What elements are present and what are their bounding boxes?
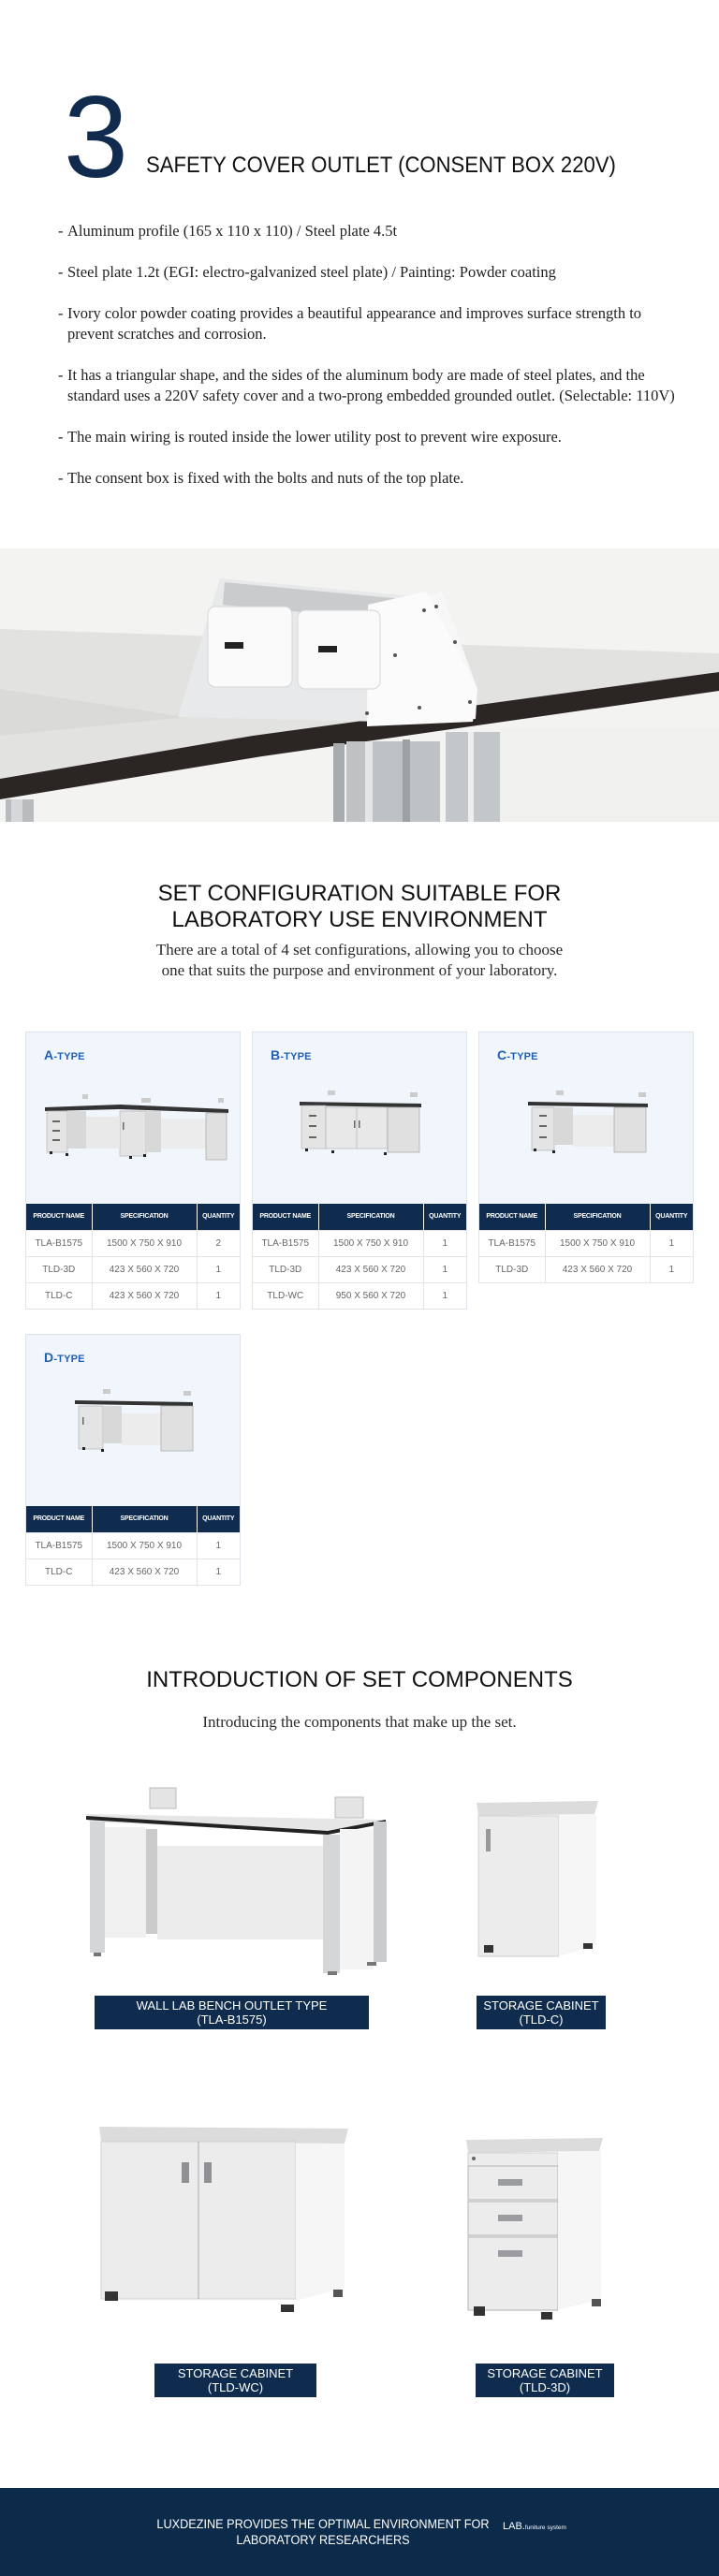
components-lead: Introducing the components that make up the set. — [202, 1713, 517, 1731]
set-table: PRODUCT NAME SPECIFICATION QUANTITY TLA-B1575 1500 X 750 X 910 1 TLD-C 423 X 560 X 720 1 — [26, 1506, 240, 1585]
table-row: TLD-C 423 X 560 X 720 1 — [26, 1559, 240, 1585]
footer-brand-logo: LAB.funiture system — [503, 2521, 566, 2532]
table-row: TLA-B1575 1500 X 750 X 910 1 — [26, 1532, 240, 1559]
component-label-tld-wc: STORAGE CABINET (TLD-WC) — [154, 2364, 316, 2397]
set-config-lead-line2: one that suits the purpose and environment of your laboratory. — [161, 961, 558, 979]
set-config-title-line2: LABORATORY USE ENVIRONMENT — [171, 907, 548, 932]
feature-list — [58, 221, 676, 509]
component-label-bench: WALL LAB BENCH OUTLET TYPE (TLA-B1575) — [95, 1996, 369, 2029]
type-label: D-TYPE — [44, 1350, 85, 1365]
feature-item: - The consent box is fixed with the bolts and nuts of the top plate. — [58, 469, 464, 487]
set-table: PRODUCT NAME SPECIFICATION QUANTITY TLA-B1575 1500 X 750 X 910 1 TLD-3D 423 X 560 X 720 1 TLD-WC 950 X 560 X 720 1 — [253, 1204, 466, 1309]
table-row: TLD-C 423 X 560 X 720 1 — [26, 1282, 240, 1309]
type-label: A-TYPE — [44, 1047, 85, 1062]
consent-box-photo — [0, 549, 719, 822]
set-image — [26, 1335, 240, 1506]
feature-item: - It has a triangular shape, and the sides of the aluminum body are made of steel plates, and the standard uses a 220V safety cover and a two-prong embedded grounded outlet. (Selectable: 110V) — [58, 366, 675, 404]
feature-item: - The main wiring is routed inside the lower utility post to prevent wire exposure. — [58, 428, 562, 446]
set-image — [253, 1032, 466, 1204]
feature-item: - Steel plate 1.2t (EGI: electro-galvanized steel plate) / Painting: Powder coating — [58, 263, 556, 281]
component-label-tld-3d: STORAGE CABINET (TLD-3D) — [476, 2364, 614, 2397]
component-label-tld-c: STORAGE CABINET (TLD-C) — [477, 1996, 606, 2029]
table-row: TLA-B1575 1500 X 750 X 910 1 — [479, 1230, 693, 1256]
set-image — [479, 1032, 693, 1204]
table-row: TLD-WC 950 X 560 X 720 1 — [253, 1282, 466, 1309]
feature-item: - Ivory color powder coating provides a beautiful appearance and improves surface strength to prevent scratches and corrosion. — [58, 304, 642, 343]
set-card-b-type — [252, 1032, 467, 1310]
table-row: TLA-B1575 1500 X 750 X 910 2 — [26, 1230, 240, 1256]
set-table: PRODUCT NAME SPECIFICATION QUANTITY TLA-B1575 1500 X 750 X 910 1 TLD-3D 423 X 560 X 720 1 — [479, 1204, 693, 1282]
table-row: TLD-3D 423 X 560 X 720 1 — [26, 1256, 240, 1282]
type-label: C-TYPE — [497, 1047, 538, 1062]
set-config-lead-line1: There are a total of 4 set configurations, allowing you to choose — [155, 941, 564, 959]
set-image — [26, 1032, 240, 1204]
table-row: TLA-B1575 1500 X 750 X 910 1 — [253, 1230, 466, 1256]
footer-tagline: LUXDEZINE PROVIDES THE OPTIMAL ENVIRONMENT FOR LABORATORY RESEARCHERS — [156, 2517, 490, 2547]
type-label: B-TYPE — [271, 1047, 312, 1062]
set-table: PRODUCT NAME SPECIFICATION QUANTITY TLA-B1575 1500 X 750 X 910 2 TLD-3D 423 X 560 X 720 1 TLD-C 423 X 560 X 720 1 — [26, 1204, 240, 1309]
set-card-a-type — [25, 1032, 241, 1310]
storage-cabinet-3d-illustration — [461, 2125, 620, 2321]
storage-cabinet-wc-illustration — [94, 2117, 365, 2323]
section-number: 3 — [64, 73, 126, 202]
section-title: SAFETY COVER OUTLET (CONSENT BOX 220V) — [146, 153, 616, 178]
set-card-d-type — [25, 1334, 241, 1586]
storage-cabinet-c-illustration — [473, 1790, 613, 1958]
table-row: TLD-3D 423 X 560 X 720 1 — [479, 1256, 693, 1282]
set-config-title-line1: SET CONFIGURATION SUITABLE FOR — [157, 881, 562, 906]
set-card-c-type — [478, 1032, 694, 1283]
consent-box-illustration — [0, 549, 719, 822]
table-row: TLD-3D 423 X 560 X 720 1 — [253, 1256, 466, 1282]
wall-lab-bench-illustration — [84, 1778, 393, 1980]
section-header — [64, 73, 719, 202]
footer-banner — [0, 2488, 719, 2576]
components-title: INTRODUCTION OF SET COMPONENTS — [146, 1667, 573, 1692]
feature-item: - Aluminum profile (165 x 110 x 110) / Steel plate 4.5t — [58, 222, 398, 240]
